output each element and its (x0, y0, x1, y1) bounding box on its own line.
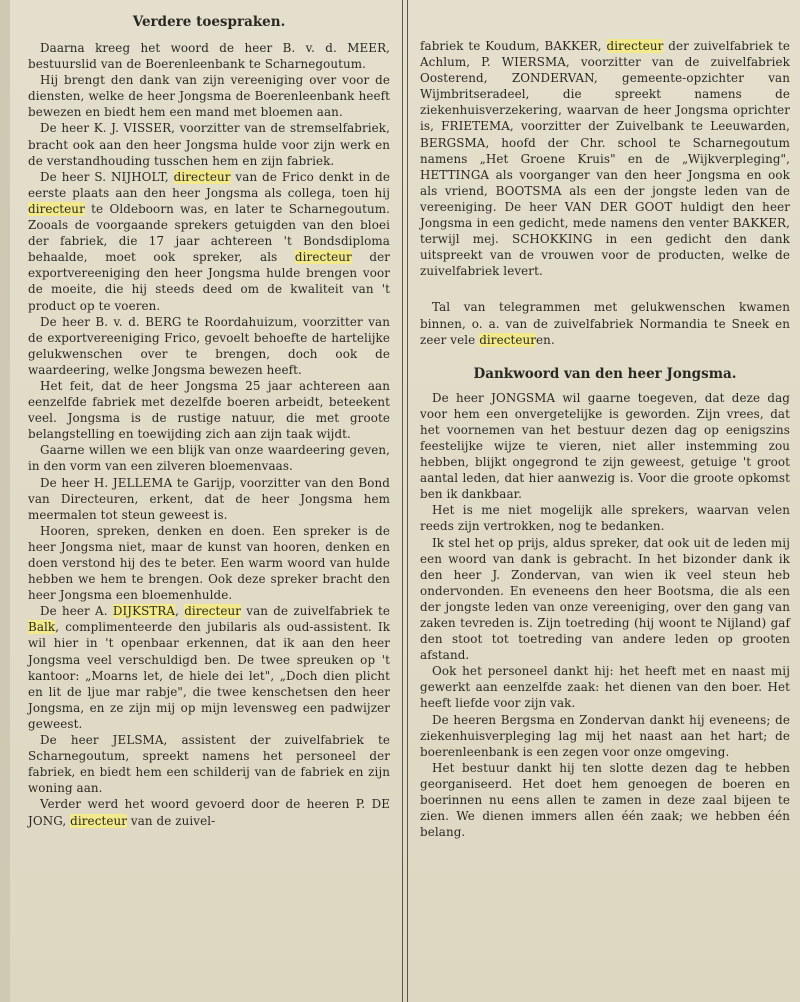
search-highlight: directeur (184, 604, 242, 619)
paragraph: Het is me niet mogelijk alle sprekers, waarvan velen reeds zijn vertrokken, nog te bedanken. (420, 503, 790, 534)
paragraph: De heer JONGSMA wil gaarne toegeven, dat deze dag voor hem een onvergetelijke is geworden. Zijn vrees, dat het voornemen van het bestuur dezen dag op eenigszins feestelijke wijze te vieren, niet aller instemming zou hebben, blijkt ongegrond te zijn geweest, getuige 't groot aantal leden, dat hier aanwezig is. Voor die groote opkomst ben ik dankbaar. (420, 390, 790, 502)
paragraph: De heer S. NIJHOLT, directeur van de Frico denkt in de eerste plaats aan den heer Jongsma als collega, toen hij directeur te Oldeboorn was, en later te Scharnegoutum. Zooals de voorgaande sprekers getuigden van den bloei der fabriek, die 17 jaar achtereen 't Bondsdiploma behaalde, moet ook spreker, als directeur der exportvereeniging den heer Jongsma hulde brengen voor de moeite, die hij steeds deed om de kwaliteit van 't product op te voeren. (28, 169, 391, 313)
paragraph: fabriek te Koudum, BAKKER, directeur der zuivelfabriek te Achlum, P. WIERSMA, voorzitter van de zuivelfabriek Oosterend, ZONDERVAN, gemeente-opzichter van Wijmbritseradeel, die spreekt namens de ziekenhuisverzekering, waarvan de heer Jongsma oprichter is, FRIETEMA, voorzitter der Zuivelbank te Leeuwarden, BERGSMA, hoofd der Chr. school te Scharnegoutum namens „Het Groene Kruis" en de „Wijkverpleging", HETTINGA als voorganger van den heer Jongsma en ook als vriend, BOOTSMA als een der jongste leden van de vereeniging. De heer VAN DER GOOT huldigt den heer Jongsma in een gedicht, mede namens den venter BAKKER, terwijl mej. SCHOKKING in een gedicht den dank uitspreekt van de vrouwen voor de producten, welke de zuivelfabriek levert. (420, 39, 790, 279)
paragraph: Hij brengt den dank van zijn vereeniging over voor de diensten, welke de heer Jongsma de Boerenleenbank heeft bewezen en biedt hem een mand met bloemen aan. (28, 73, 390, 120)
paragraph: Verder werd het woord gevoerd door de heeren P. DE JONG, directeur van de zuivel- (28, 797, 390, 828)
section-heading-dankwoord: Dankwoord van den heer Jongsma. (473, 365, 737, 382)
column-divider (402, 0, 408, 1002)
right-column (412, 0, 800, 1002)
paragraph: Het bestuur dankt hij ten slotte dezen dag te hebben georganiseerd. Het doet hem genoegen de boeren en boerinnen nu eens allen te zamen in deze zaal bijeen te zien. We dienen immers allen één zaak; we hebben één belang. (420, 760, 790, 840)
paragraph: Ook het personeel dankt hij: het heeft met en naast mij gewerkt aan eenzelfde zaak: het dienen van den boer. Het heeft liefde voor zijn vak. (420, 664, 790, 711)
paragraph-spacer (420, 279, 790, 299)
paragraph: De heer K. J. VISSER, voorzitter van de stremselfabriek, bracht ook aan den heer Jongsma hulde voor zijn werk en de verstandhouding tusschen hem en zijn fabriek. (28, 121, 390, 168)
paragraph: Hooren, spreken, denken en doen. Een spreker is de heer Jongsma niet, maar de kunst van hooren, denken en doen verstond hij des te beter. Een warm woord van hulde hebben we hem te brengen. Ook deze spreker bracht den heer Jongsma een bloemenhulde. (28, 523, 390, 603)
paragraph: De heer H. JELLEMA te Garijp, voorzitter van den Bond van Directeuren, erkent, dat de heer Jongsma hem meermalen tot steun geweest is. (28, 475, 390, 522)
paragraph: De heeren Bergsma en Zondervan dankt hij eveneens; de ziekenhuisverpleging lag mij het naast aan het hart; de boerenleenbank is een zegen voor onze omgeving. (420, 712, 790, 759)
section-heading-verdere-toespraken: Verdere toespraken. (132, 14, 286, 30)
paragraph: De heer JELSMA, assistent der zuivelfabriek te Scharnegoutum, spreekt namens het personeel der fabriek, en biedt hem een schilderij van de fabriek en zijn woning aan. (28, 733, 390, 796)
search-highlight: directeur (479, 332, 537, 347)
search-highlight: directeur (606, 39, 664, 53)
paragraph: Daarna kreeg het woord de heer B. v. d. MEER, bestuurslid van de Boerenleenbank te Scharnegoutum. (28, 41, 390, 72)
paragraph: Ik stel het op prijs, aldus spreker, dat ook uit de leden mij een woord van dank is gebracht. In het bizonder dank ik den heer J. Zondervan, van wien ik veel steun heb ondervonden. En eveneens den heer Bootsma, die als een der jongste leden van onze vereeniging, over den gang van zaken tevreden is. Zijn toetreding (hij woont te Nijland) gaf den stoot tot toetreding van andere leden op grooten afstand. (420, 535, 790, 663)
paragraph: Tal van telegrammen met gelukwenschen kwamen binnen, o. a. van de zuivelfabriek Normandia te Sneek en zeer vele directeuren. (420, 300, 790, 347)
paragraph: Gaarne willen we een blijk van onze waardeering geven, in den vorm van een zilveren bloemenvaas. (28, 443, 390, 474)
search-highlight: Balk (28, 620, 56, 635)
left-column (0, 0, 398, 1002)
search-highlight: directeur (28, 201, 85, 216)
paragraph: Het feit, dat de heer Jongsma 25 jaar achtereen aan eenzelfde fabriek met dezelfde boeren arbeidt, beteekent veel. Jongsma is de rustige natuur, die met groote belangstelling en toewijding zich aan zijn taak wijdt. (28, 378, 390, 442)
search-highlight: directeur (173, 169, 231, 184)
paragraph: De heer A. DIJKSTRA, directeur van de zuivelfabriek te Balk, complimenteerde den jubilaris als oud-assistent. Ik wil hier in 't openbaar erkennen, dat ik aan den heer Jongsma veel verschuldigd ben. De twee spreuken op 't kantoor: „Moarns let, de hiele dei let", „Doch dien plicht en lit de ljue mar rabje", die twee kenschetsen den heer Jongsma, en ze zijn mij op mijn levensweg een padwijzer geweest. (28, 604, 390, 731)
search-highlight: directeur (294, 250, 352, 265)
search-highlight: DIJKSTRA (112, 604, 176, 619)
paragraph: De heer B. v. d. BERG te Roordahuizum, voorzitter van de exportvereeniging Frico, gevoelt behoefte de hartelijke gelukwenschen over te brengen, doch ook de waardeering, welke Jongsma bewezen heeft. (28, 314, 390, 377)
search-highlight: directeur (70, 813, 128, 828)
